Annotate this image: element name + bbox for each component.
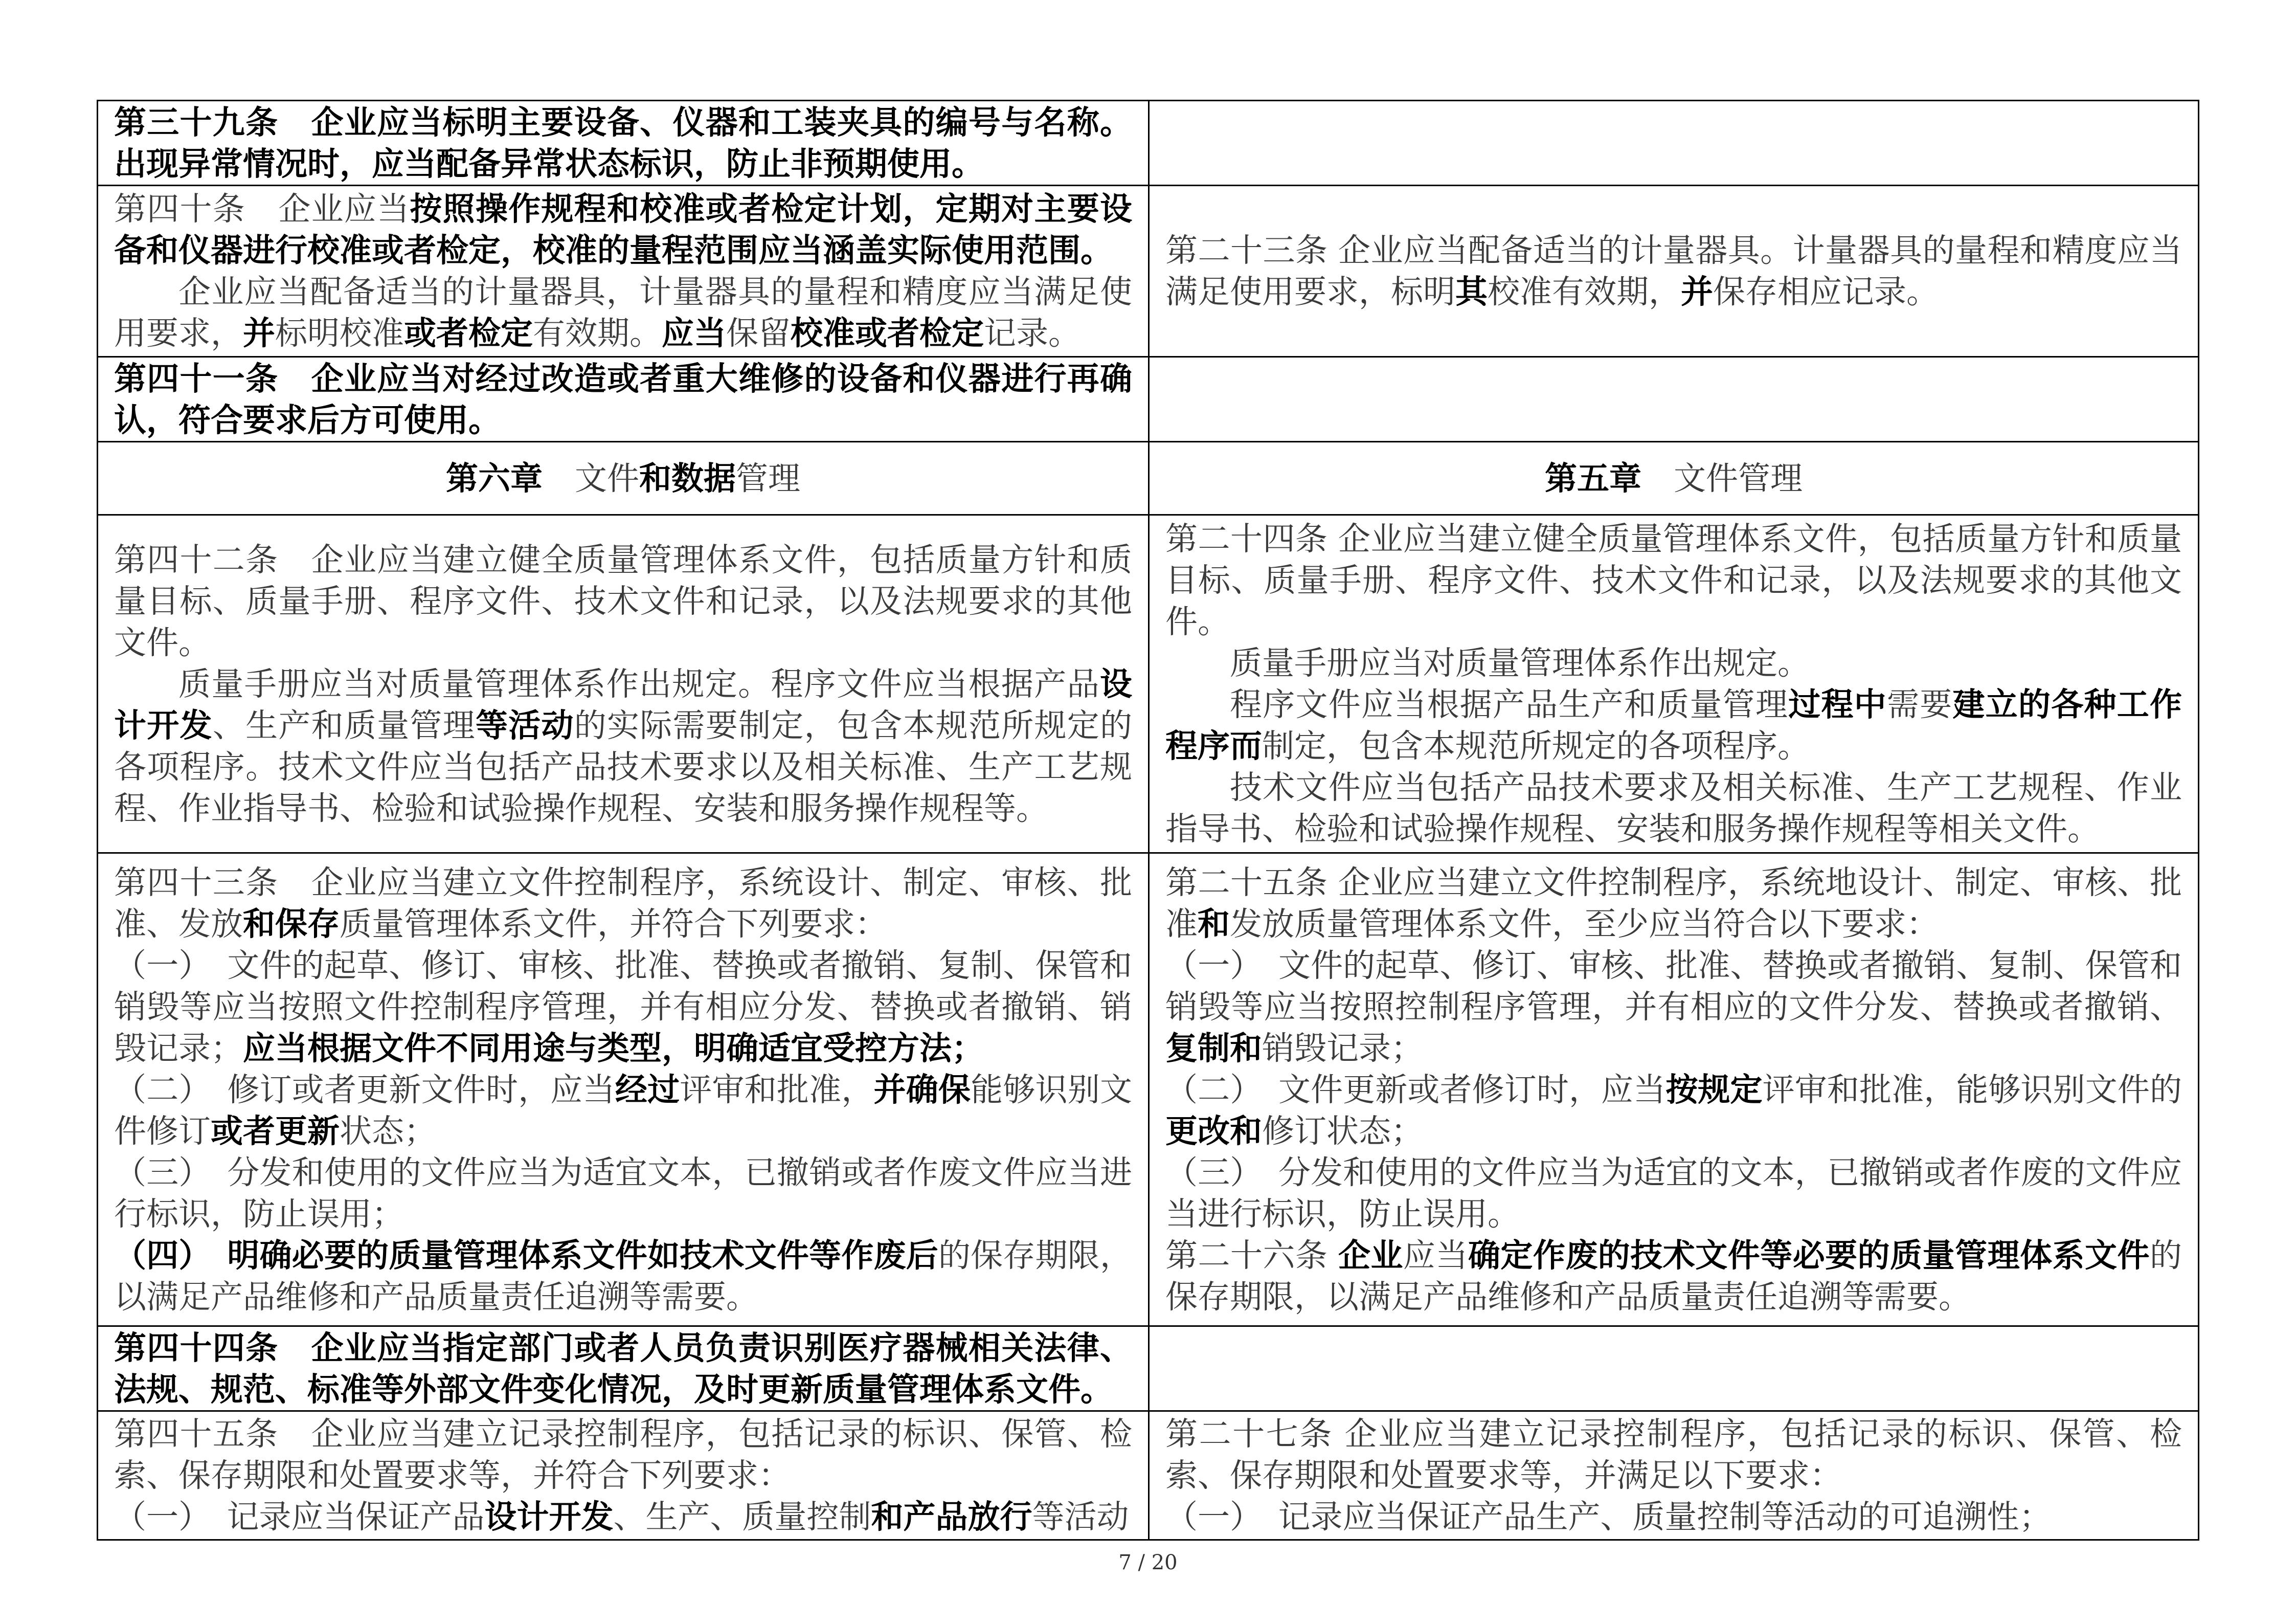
text-run: 发放质量管理体系文件，至少应当符合以下要求： [1230,905,1939,943]
emphasized-text: 其 [1455,273,1488,310]
article-paragraph [114,1413,1132,1496]
text-run: 技术文件应当包括产品技术要求及相关标准、生产工艺规程、作业指导书、检验和试验操作规程、安装和服务操作规程等相关文件。 [1165,769,2182,848]
right-column-cell [1150,516,2199,854]
text-run: （一） 记录应当保证产品 [114,1498,485,1536]
emphasized-text: 和产品放行 [871,1498,1032,1536]
left-column-cell [97,186,1150,358]
article-paragraph [1165,1413,2182,1496]
clause-item [1165,945,2182,1069]
text-run: 文件 [543,459,639,497]
text-run: 质量手册应当对质量管理体系作出规定。程序文件应当根据产品 [178,665,1100,703]
article-paragraph [114,188,1132,271]
body-paragraph [1165,684,2182,767]
text-run: 第四十五条 企业应当建立记录控制程序，包括记录的标识、保管、检索、保存期限和处置要求等，并符合下列要求： [114,1415,1132,1494]
text-run: 的保存期限，以满足产品维修和产品质量责任追溯等需要。 [114,1236,1133,1316]
emphasized-text: 校准或者检定 [791,314,984,352]
clause-item [1165,1496,2182,1538]
emphasized-text: 或者检定 [404,314,533,352]
article-paragraph [1165,862,2182,945]
right-column-cell [1150,358,2199,442]
text-run: 等活动 [1032,1498,1129,1536]
emphasized-text: 第四十四条 企业应当指定部门或者人员负责识别医疗器械相关法律、法规、规范、标准等外部文件变化情况，及时更新质量管理体系文件。 [114,1328,1132,1408]
emphasized-text: 设计开发 [114,664,1132,744]
text-run: 企业应当配备适当的计量器具，计量器具的量程和精度应当满足使用要求， [114,273,1132,352]
article-paragraph [1165,1235,2182,1318]
text-run: 记录。 [984,315,1081,352]
clause-item [1165,1152,2182,1235]
emphasized-text: 等活动 [475,706,574,744]
emphasized-text: 并 [1681,273,1713,310]
text-run: （一） 记录应当保证产品生产、质量控制等活动的可追溯性； [1165,1498,2052,1536]
right-column-cell [1150,854,2199,1327]
text-run: 第二十五条 企业应当建立文件控制程序，系统地设计、制定、审核、批准 [1165,863,2182,943]
article-paragraph [114,102,1132,185]
emphasized-text: （四） 明确必要的质量管理体系文件如技术文件等作废后 [114,1236,938,1274]
left-column-cell [97,854,1150,1327]
text-run: 的保存期限，以满足产品维修和产品质量责任追溯等需要。 [1165,1236,2182,1316]
emphasized-text: 确定作废的技术文件等必要的质量管理体系文件 [1468,1236,2150,1274]
body-paragraph [1165,767,2182,850]
text-run: 质量手册应当对质量管理体系作出规定。 [1230,644,1810,682]
emphasized-text: 更改和 [1165,1111,1262,1150]
clause-item [114,1235,1132,1318]
text-run: 第二十三条 企业应当配备适当的计量器具。计量器具的量程和精度应当满足使用要求，标明 [1165,232,2182,310]
body-paragraph [1165,642,2182,684]
article-paragraph [114,358,1132,441]
right-column-cell [1150,442,2199,516]
page-number: 7 / 20 [1118,1551,1178,1574]
left-column-cell [97,358,1150,442]
text-run: 第四十条 企业应当 [114,190,410,228]
emphasized-text: 第五章 [1545,459,1641,497]
text-run: 制定，包含本规范所规定的各项程序。 [1262,727,1810,765]
text-run: （三） 分发和使用的文件应当为适宜文本，已撤销或者作废文件应当进行标识，防止误用； [114,1153,1132,1233]
text-run: 的实际需要制定，包含本规范所规定的各项程序。技术文件应当包括产品技术要求以及相关标准、生产工艺规程、作业指导书、检验和试验操作规程、安装和服务操作规程等。 [114,706,1133,827]
text-run: 第二十六条 [1165,1236,1338,1274]
text-run: 管理 [736,459,800,497]
emphasized-text: 经过 [615,1070,680,1108]
emphasized-text: 复制和 [1165,1029,1262,1067]
right-column-cell [1150,1327,2199,1412]
clause-item [1165,1069,2182,1152]
emphasized-text: 和保存 [243,904,340,943]
text-run: 第二十四条 企业应当建立健全质量管理体系文件，包括质量方针和质量目标、质量手册、程序文件、技术文件和记录，以及法规要求的其他文件。 [1165,520,2182,640]
text-run: 第四十三条 企业应当建立文件控制程序，系统设计、制定、审核、批准、发放 [114,863,1132,943]
article-paragraph [114,539,1132,663]
text-run: 文件管理 [1641,459,1803,497]
text-run: 销毁记录； [1262,1029,1423,1067]
article-paragraph [1165,230,2182,313]
emphasized-text: 第四十一条 企业应当对经过改造或者重大维修的设备和仪器进行再确认，符合要求后方可使用。 [114,359,1132,439]
clause-item [114,945,1132,1069]
text-run: 质量管理体系文件，并符合下列要求： [340,905,887,943]
emphasized-text: 企业 [1338,1236,1403,1274]
text-run: 能够识别文件修订 [114,1071,1133,1150]
article-paragraph [1165,518,2182,642]
text-run: 、生产和质量管理 [212,706,476,744]
text-run: （三） 分发和使用的文件应当为适宜的文本，已撤销或者作废的文件应当进行标识，防止误用。 [1165,1153,2182,1233]
text-run: 状态； [340,1112,436,1150]
emphasized-text: 应当 [662,314,726,352]
text-run: 应当 [1403,1236,1468,1274]
text-run: （一） 文件的起草、修订、审核、批准、替换或者撤销、复制、保管和销毁等应当按照控制程序管理，并有相应的文件分发、替换或者撤销、 [1165,946,2182,1026]
emphasized-text: 建立的各种工作程序而 [1165,685,2182,765]
text-run: 评审和批准，能够识别文件的 [1762,1071,2182,1108]
text-run: 第四十二条 企业应当建立健全质量管理体系文件，包括质量方针和质量目标、质量手册、程序文件、技术文件和记录，以及法规要求的其他文件。 [114,541,1132,661]
article-paragraph [114,862,1132,945]
chapter-title [114,458,1132,499]
comparison-table [97,100,2199,1541]
emphasized-text: 按照操作规程和校准或者检定计划，定期对主要设备和仪器进行校准或者检定，校准的量程范围应当涵盖实际使用范围。 [114,190,1133,269]
text-run: 校准有效期， [1488,273,1681,310]
text-run: 程序文件应当根据产品生产和质量管理 [1230,686,1789,723]
left-column-cell [97,1412,1150,1541]
text-run: 修订状态； [1262,1112,1423,1150]
text-run: 第二十七条 企业应当建立记录控制程序，包括记录的标识、保管、检索、保存期限和处置要求等，并满足以下要求： [1165,1415,2182,1494]
text-run: 需要 [1887,686,1953,723]
emphasized-text: 设计开发 [484,1498,614,1536]
chapter-title [1165,458,2182,499]
emphasized-text: 应当根据文件不同用途与类型，明确适宜受控方法； [243,1029,984,1067]
clause-item [114,1152,1132,1235]
left-column-cell [97,1327,1150,1412]
text-run: （一） 文件的起草、修订、审核、批准、替换或者撤销、复制、保管和销毁等应当按照文件控制程序管理，并有相应分发、替换或者撤销、销毁记录； [114,946,1132,1067]
emphasized-text: 按规定 [1665,1070,1763,1108]
text-run: 保留 [726,315,791,352]
emphasized-text: 和 [1198,904,1230,943]
emphasized-text: 第六章 [446,459,543,497]
emphasized-text: 并 [243,314,275,352]
text-run: （二） 文件更新或者修订时，应当 [1165,1071,1666,1108]
clause-item [114,1496,1132,1538]
left-column-cell [97,516,1150,854]
text-run: 有效期。 [533,315,662,352]
right-column-cell [1150,186,2199,358]
text-run: 标明校准 [275,315,404,352]
emphasized-text: 过程中 [1788,685,1887,723]
text-run: （二） 修订或者更新文件时，应当 [114,1071,615,1108]
left-column-cell [97,100,1150,186]
article-paragraph [114,1327,1132,1410]
right-column-cell [1150,1412,2199,1541]
text-run: 评审和批准， [680,1071,874,1108]
text-run: 保存相应记录。 [1713,273,1939,310]
clause-item [114,1069,1132,1152]
left-column-cell [97,442,1150,516]
right-column-cell [1150,100,2199,186]
emphasized-text: 和数据 [639,459,736,497]
body-paragraph [114,663,1132,829]
emphasized-text: 或者更新 [211,1111,340,1150]
emphasized-text: 第三十九条 企业应当标明主要设备、仪器和工装夹具的编号与名称。出现异常情况时，应当配备异常状态标识，防止非预期使用。 [114,103,1132,183]
body-paragraph [114,271,1132,354]
emphasized-text: 并确保 [873,1070,971,1108]
text-run: 、生产、质量控制 [613,1498,871,1536]
